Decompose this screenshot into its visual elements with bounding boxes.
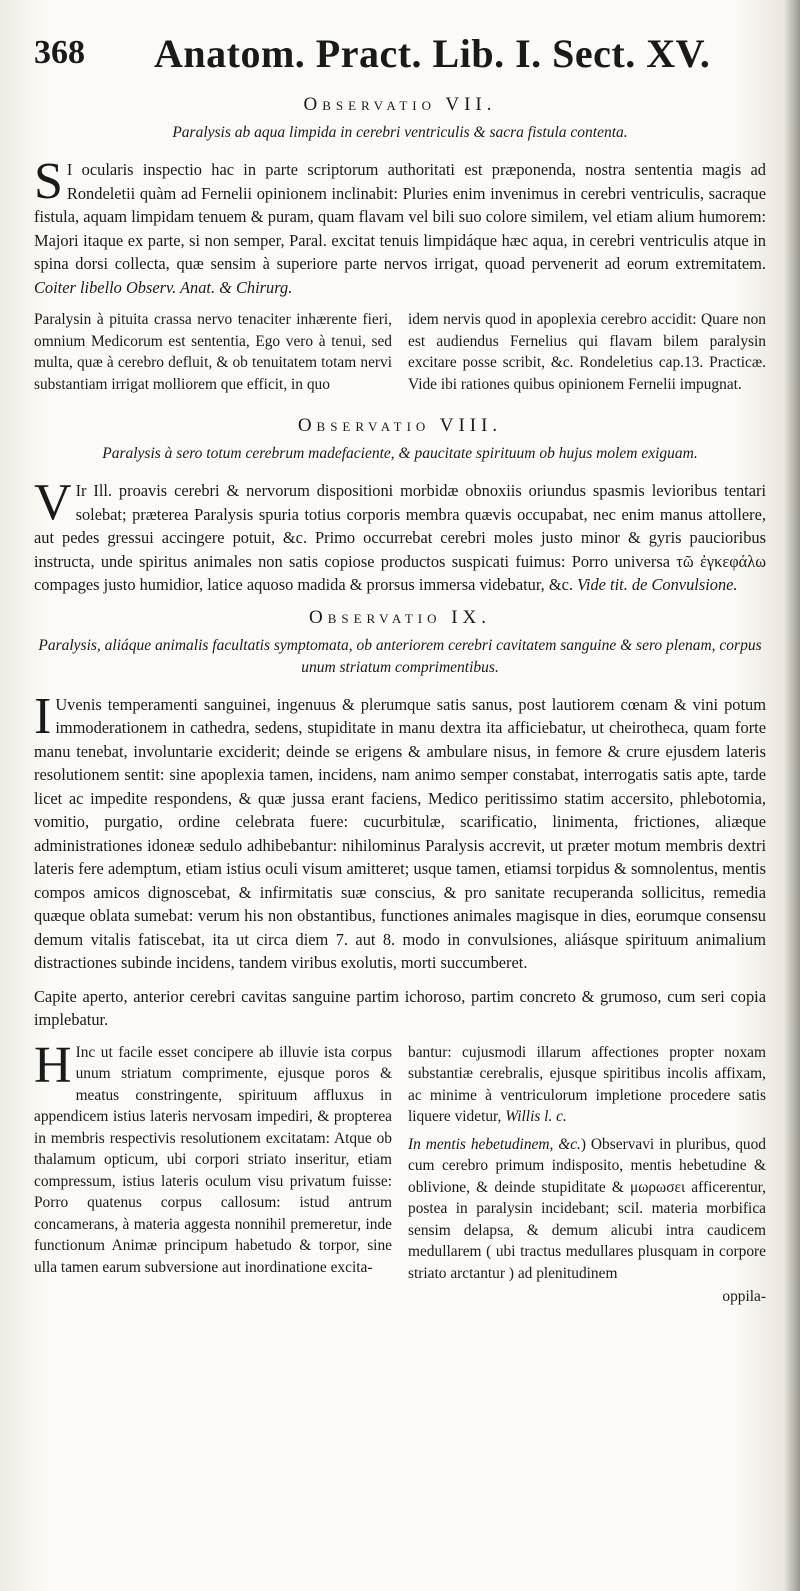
- observation-7-citation: Coiter libello Observ. Anat. & Chirurg.: [34, 277, 293, 297]
- commentary-right-column: [408, 1042, 766, 1308]
- commentary-right-paragraph-2: [408, 1134, 766, 1285]
- dropcap: V: [34, 474, 72, 531]
- commentary-left-column: [34, 1036, 392, 1308]
- observation-9-commentary: [34, 1036, 766, 1308]
- commentary-right-lemma: In mentis hebetudinem, &c.: [408, 1135, 581, 1153]
- page-number: 368: [34, 34, 85, 71]
- observation-7-subtitle: Paralysis ab aqua limpida in cerebri ventriculis & sacra fistula contenta.: [172, 124, 628, 141]
- observation-9-autopsy: Capite aperto, anterior cerebri cavitas sanguine partim ichoroso, partim concreto & grumoso, cum seri copia implebatur.: [34, 986, 766, 1029]
- running-title: Anatom. Pract. Lib. I. Sect. XV.: [154, 31, 711, 76]
- commentary-right-citation: Willis l. c.: [505, 1108, 567, 1125]
- observation-7-heading: Observatio VII.: [303, 94, 497, 115]
- observation-9-subtitle: Paralysis, aliáque animalis facultatis symptomata, ob anteriorem cerebri cavitatem sanguine & sero plenam, corpus unum striatum comprimentibus.: [38, 636, 762, 676]
- commentary-left-text: Inc ut facile esset concipere ab illuvie ista corpus unum striatum comprimente, ejusque poros & meatus constringente, spirituum affluxus in appendicem istius lateris nervosam impediri, & propterea in membris respectivis resolutionem excitatam: Atque ob thalamum opticum, ubi corpori striato inseritur, etiam compressum, istius lateris oculum visu privatum fuisse: Porro quatenus corpus callosum: istud antrum concamerans, à materia aggesta nonnihil premeretur, inde functionum Animæ principum habetudo & torpor, sine ulla tamen earum subversione aut inordinatione excita-: [34, 1043, 392, 1276]
- dropcap: I: [34, 687, 52, 745]
- observation-8-heading: Observatio VIII.: [297, 415, 503, 436]
- observation-8-subtitle: Paralysis à sero totum cerebrum madefaciente, & paucitate spirituum ob hujus molem exiguam.: [102, 445, 698, 462]
- commentary-left-paragraph: [34, 1036, 392, 1279]
- observation-7-text: I ocularis inspectio hac in parte scriptorum authoritati est præponenda, nostra sententia magis ad Rondeletii quàm ad Fernelii opinionem inclinabit: Pluries enim invenimus in cerebri ventriculis, sacraque fistula, aquam limpidam tenuem & puram, quam flavam vel bili suo colore similem, vel etiam alium humorem: Majori itaque ex parte, si non semper, Paral. excitat tenuis limpidáque hæc aqua, in cerebri ventriculis atque in spina dorsi collecta, quæ sensim à superiore parte nervos irrigat, quoad pervenerit ad eorum extremitatem.: [34, 160, 766, 273]
- observation-8-citation: Vide tit. de Convulsione.: [577, 575, 738, 594]
- observation-8-text: Ir Ill. proavis cerebri & nervorum dispositioni morbidæ obnoxiis oriundus spasmis levioribus tentari solebat; præterea Paralysis spuria totius corporis membra quævis occupabat, nec enim manus attollere, aut pedes gressui accingere potuit, &c. Primo occurrebat cerebri moles justo minor & gyris paucioribus instructa, unde spiritus animales non satis copiose productos suspicati fuimus: Porro universa τῶ ἐγκεφάλω compages justo humidior, latice aquoso madida & prorsus immersa videbatur, &c.: [34, 481, 766, 594]
- commentary-right-text-2: ) Observavi in pluribus, quod cum cerebro primum indisposito, mentis hebetudine & oblivione, & deinde stupiditate & μωρωσει afficerentur, postea in paralysin incidebant; scil. materia morbifica sensim delapsa, & demum alicubi intra caudicem medullarem ( ubi tractus medullares plusquam in corpore striato arctantur ) ad plenitudinem: [408, 1135, 766, 1282]
- dropcap: S: [34, 153, 63, 210]
- observation-7-commentary: [34, 309, 766, 401]
- observation-9-body: [34, 687, 766, 975]
- observation-9-text: Uvenis temperamenti sanguinei, ingenuus & plerumque satis sanus, post lautiorem cœnam & vini potum immoderationem in cathedra, sedens, stupiditate in manu dextra ita afficiebatur, ut cheirotheca, quam forte manu tenebat, involuntarie exciderit; deinde se erigens & ambulare nisus, in femore & crure ejusdem lateris resolutionem sentit: sine apoplexia tamen, incidens, nam animo semper constabat, interrogatis satis apte, tarde licet ac impedite respondens, & quæ jussa erant faciens, Medico peritissimo statim accersito, phlebotomia, vomitio, purgatio, ordine celebrata fuere: cucurbitulæ, scarificatio, linimenta, frictiones, aliæque administrationes idoneæ sedulo adhibebantur: nihilominus Paralysis accrevit, ut præter motum membris dextri lateris fere ademptum, etiam istius oculi visum amitteret; usque tamen, etiamsi torpidus & somnolentus, mentis compos amicos dignoscebat, & infirmitatis suæ conscius, & pro sanitate recuperanda sollicitus, remedia quæque oblata sumebat: verum his non obstantibus, functiones animales magisque in dies, eorumque consensu demum vitalis fatiscebat, ita ut circa diem 7. aut 8. modo in convulsiones, aliásque spirituum animalium distractiones subinde incidens, tandem viribus exolutis, morti succumberet.: [34, 694, 766, 972]
- commentary-right-paragraph-1: [408, 1042, 766, 1128]
- observation-8-body: [34, 474, 766, 597]
- running-head: [34, 30, 766, 76]
- commentary-left-text: Paralysin à pituita crassa nervo tenaciter inhærente fieri, omnium Medicorum est sententia, Ego vero à tenui, sed multa, quæ à cerebro defluit, & ob tenuitatem totam nervi substantiam irrigat molliorem que efficit, in quo: [34, 311, 392, 393]
- commentary-right-text: idem nervis quod in apoplexia cerebro accidit: Quare non est audiendus Fernelius qui flavam bilem paralysin excitare posse scribit, &c. Rondeletius cap.13. Practicæ. Vide ibi rationes quibus opinionem Fernelii impugnat.: [408, 311, 766, 393]
- commentary-right-column: [408, 309, 766, 401]
- commentary-left-column: [34, 309, 392, 401]
- observation-7-body: [34, 153, 766, 299]
- dropcap: H: [34, 1036, 72, 1094]
- catchword: oppila-: [722, 1288, 766, 1305]
- observation-9-heading: Observatio IX.: [308, 606, 492, 628]
- commentary-right-text-1: bantur: cujusmodi illarum affectiones propter noxam substantiæ cerebralis, ejusque spiritibus incolis affixam, ac minime à ventriculorum impletione procedere satis liquere videtur,: [408, 1043, 766, 1125]
